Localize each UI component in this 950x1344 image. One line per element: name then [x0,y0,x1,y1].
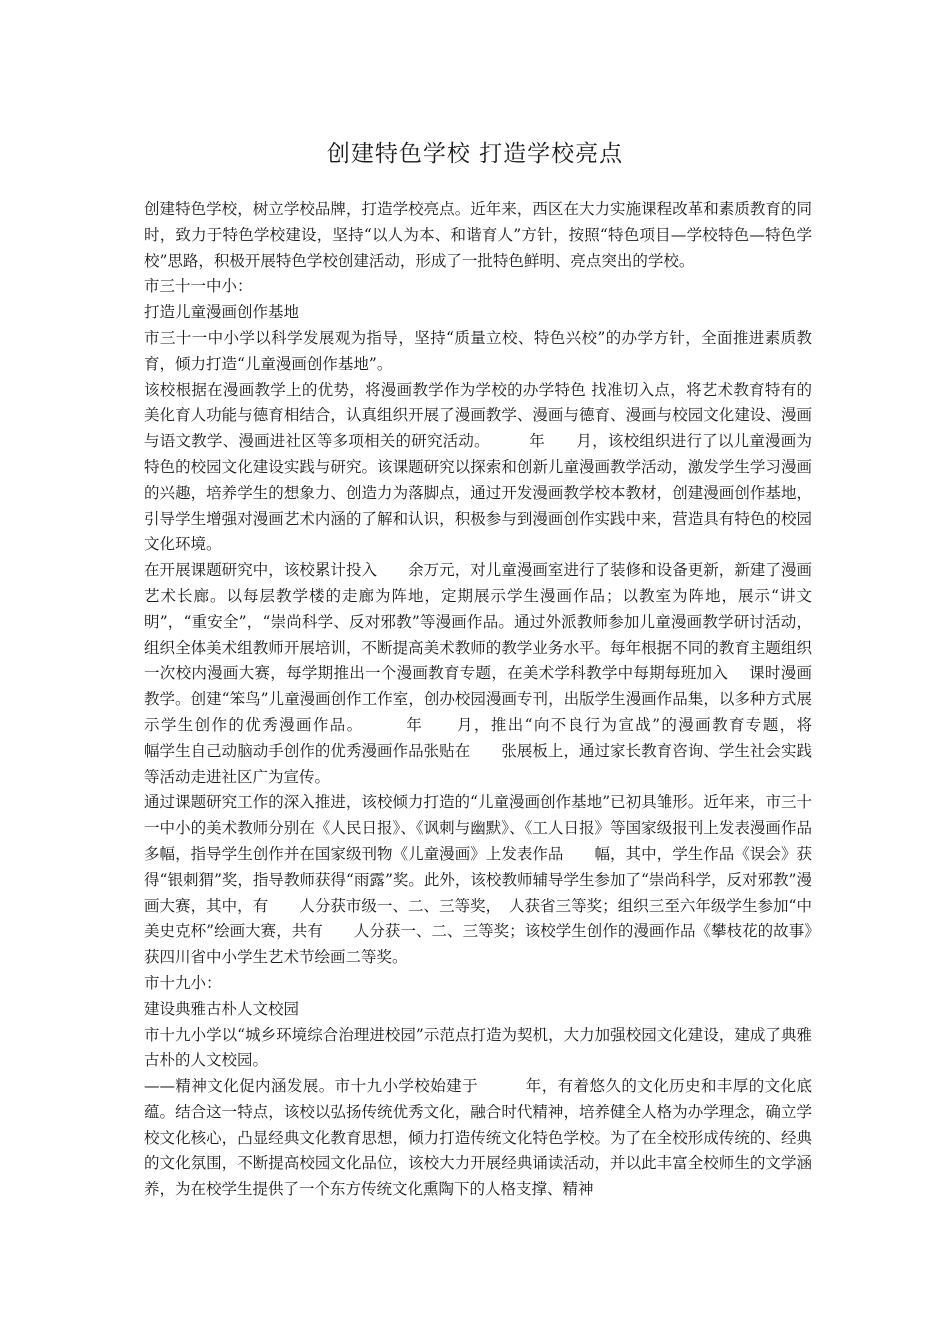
paragraph: 市三十一中小学以科学发展观为指导，坚持“质量立校、特色兴校”的办学方针，全面推进素质教育，倾力打造“儿童漫画创作基地”。 [144,328,812,373]
paragraph-intro: 创建特色学校，树立学校品牌，打造学校亮点。近年来，西区在大力实施课程改革和素质教育的同时，致力于特色学校建设，坚持“以人为本、和谐育人”方针，按照“特色项目—学校特色—特色学校”思路，积极开展特色学校创建活动，形成了一批特色鲜明、亮点突出的学校。 [144,200,812,270]
document-body [144,197,859,1203]
paragraph: 通过课题研究工作的深入推进，该校倾力打造的“儿童漫画创作基地”已初具雏形。近年来，市三十一中小的美术教师分别在《人民日报》、《讽刺与幽默》、《工人日报》等国家级报刊上发表漫画作品 多幅，指导学生创作并在国家级刊物《儿童漫画》上发表作品 幅，其中，学生作品《误会》获得“银刺猬”奖，指导教师获得“雨露”奖。此外，该校教师辅导学生参加了“崇尚科学，反对邪教”漫画大赛，其中，有 人分获市级一、二、三等奖， 人获省三等奖；组织三至六年级学生参加“中美史克杯”绘画大赛，共有 人分获一、二、三等奖；该校学生创作的漫画作品《攀枝花的故事》获四川省中小学生艺术节绘画二等奖。 [144,793,844,967]
section-heading-school-19: 市十九小： [144,973,222,992]
paragraph: 在开展课题研究中，该校累计投入 余万元，对儿童漫画室进行了装修和设备更新，新建了漫画艺术长廊。以每层教学楼的走廊为阵地，定期展示学生漫画作品；以教室为阵地，展示“讲文明”，“重安全”，“崇尚科学、反对邪教”等漫画作品。通过外派教师参加儿童漫画教学研讨活动，组织全体美术组教师开展培训，不断提高美术教师的教学业务水平。每年根据不同的教育主题组织一次校内漫画大赛，每学期推出一个漫画教育专题，在美术学科教学中每期每班加入 课时漫画教学。创建“笨鸟”儿童漫画创作工作室，创办校园漫画专刊，出版学生漫画作品集，以多种方式展示学生创作的优秀漫画作品。 年 月，推出“向不良行为宣战”的漫画教育专题，将 幅学生自己动脑动手创作的优秀漫画作品张贴在 张展板上，通过家长教育咨询、学生社会实践等活动走进社区广为宣传。 [144,561,859,786]
section-subheading-campus: 建设典雅古朴人文校园 [144,999,300,1018]
paragraph: 该校根据在漫画教学上的优势，将漫画教学作为学校的办学特色 找准切入点，将艺术教育特有的美化育人功能与德育相结合，认真组织开展了漫画教学、漫画与德育、漫画与校园文化建设、漫画与语文教学、漫画进社区等多项相关的研究活动。 年 月，该校组织进行了以儿童漫画为特色的校园文化建设实践与研究。该课题研究以探索和创新儿童漫画教学活动，激发学生学习漫画的兴趣，培养学生的想象力、创造力为落脚点，通过开发漫画教学校本教材，创建漫画创作基地，引导学生增强对漫画艺术内涵的了解和认识，积极参与到漫画创作实践中来，营造具有特色的校园文化环境。 [144,380,812,554]
section-heading-school-31: 市三十一中小： [144,277,253,296]
paragraph: 市十九小学以“城乡环境综合治理进校园”示范点打造为契机，大力加强校园文化建设，建成了典雅古朴的人文校园。 [144,1025,812,1070]
document-title: 创建特色学校 打造学校亮点 [326,141,624,167]
paragraph: ——精神文化促内涵发展。市十九小学校始建于 年，有着悠久的文化历史和丰厚的文化底蕴。结合这一特点，该校以弘扬传统优秀文化，融合时代精神，培养健全人格为办学理念，确立学校文化核心，凸显经典文化教育思想，倾力打造传统文化特色学校。为了在全校形成传统的、经典的文化氛围，不断提高校园文化品位，该校大力开展经典诵读活动，并以此丰富全校师生的文学涵养，为在校学生提供了一个东方传统文化熏陶下的人格支撑、精神 [144,1077,812,1199]
section-subheading-comic-base: 打造儿童漫画创作基地 [144,303,300,322]
